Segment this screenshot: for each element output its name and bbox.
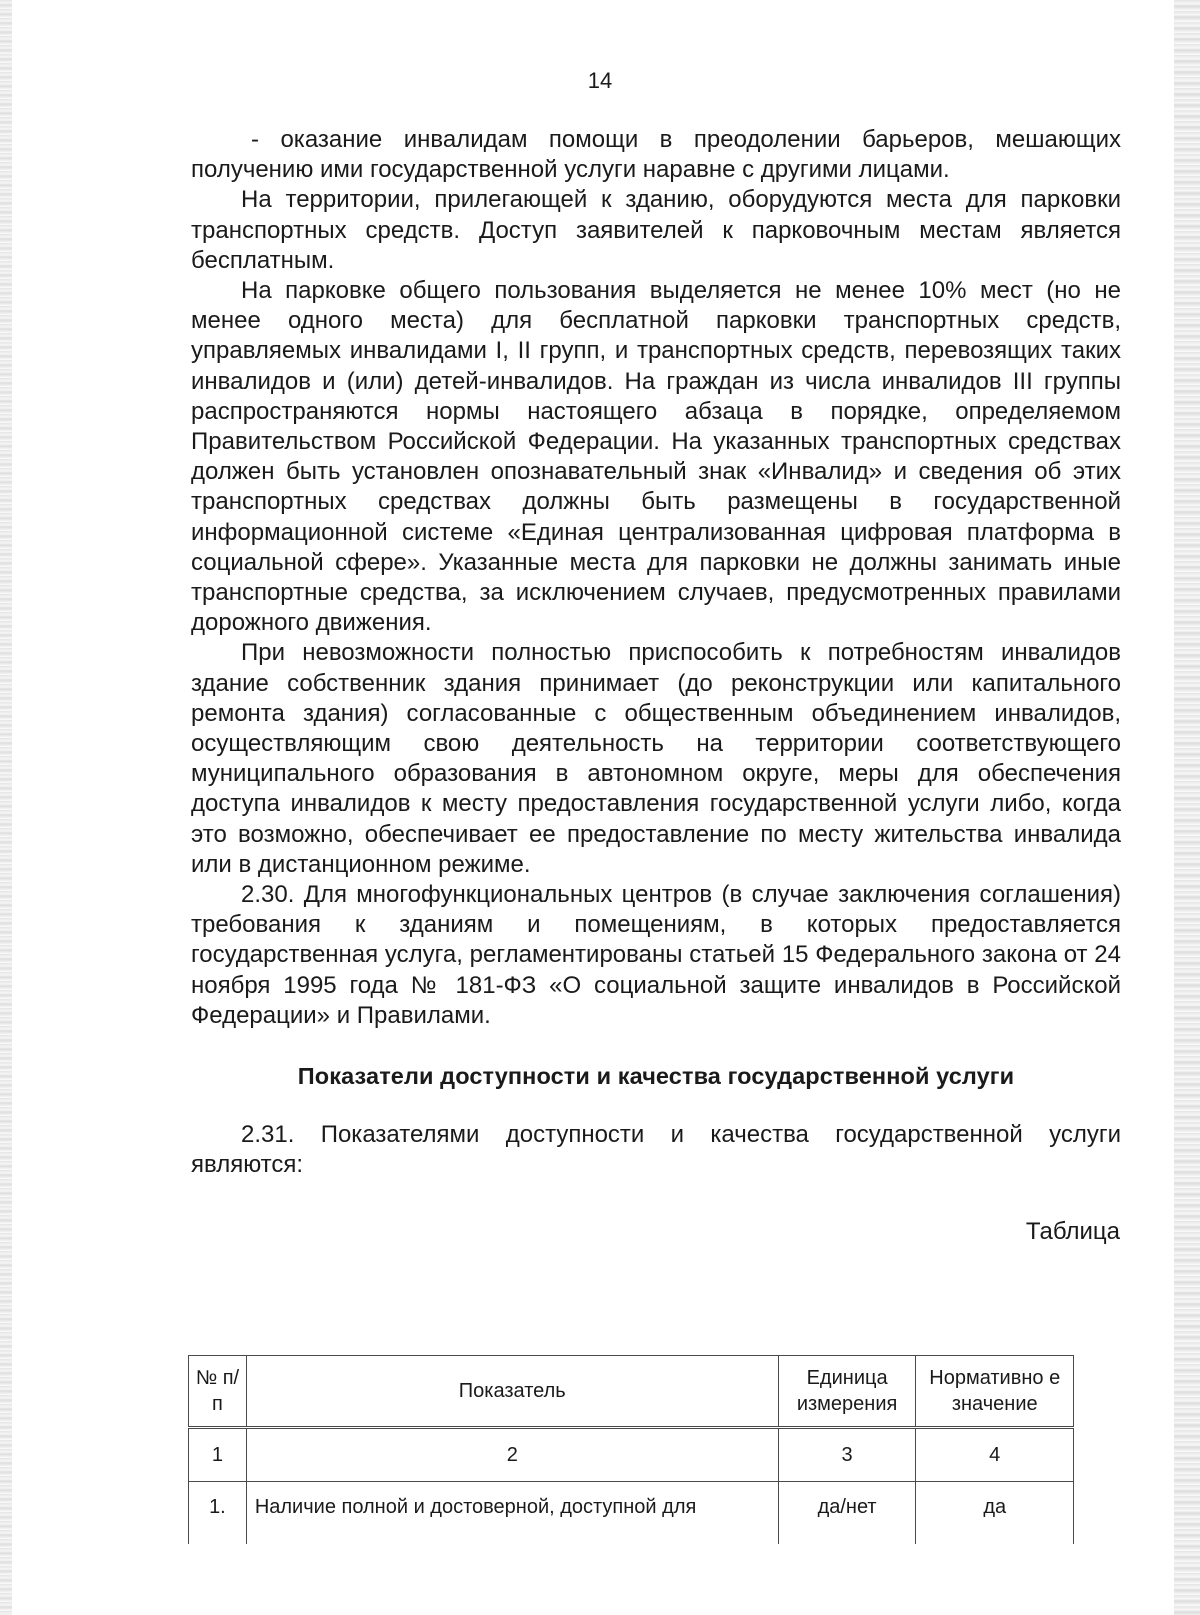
header-unit: Единица измерения <box>778 1356 916 1428</box>
paragraph-barrier-assistance: - оказание инвалидам помощи в преодолении барьеров, мешающих получению ими государственной услуги наравне с другими лицами. <box>191 126 1121 184</box>
column-number-4: 4 <box>916 1428 1074 1482</box>
table-caption: Таблица <box>1025 1217 1120 1245</box>
row-unit: да/нет <box>778 1482 916 1545</box>
page-number: 14 <box>587 68 613 93</box>
paragraph-building-adaptation: При невозможности полностью приспособить к потребностям инвалидов здание собственник здания принимает (до реконструкции или капитального ремонта здания) согласованные с общественным объединением инвалидов, осуществляющим свою деятельность на территории соответствующего муниципального образования в автономном округе, меры для обеспечения доступа инвалидов к месту предоставления государственной услуги либо, когда это возможно, обеспечивает ее предоставление по месту жительства инвалида или в дистанционном режиме. <box>191 639 1121 878</box>
indicators-table <box>188 1355 1074 1544</box>
column-number-3: 3 <box>778 1428 916 1482</box>
table-row <box>189 1482 1074 1545</box>
document-body <box>191 125 1121 1246</box>
scan-left-edge <box>0 0 12 1615</box>
header-num: № п/п <box>189 1356 247 1428</box>
table-header-row <box>189 1356 1074 1428</box>
scan-right-edge <box>1174 0 1200 1615</box>
row-norm: да <box>916 1482 1074 1545</box>
paragraph-2-30: 2.30. Для многофункциональных центров (в случае заключения соглашения) требования к зданиям и помещениям, в которых предоставляется государственная услуга, регламентированы статьей 15 Федерального закона от 24 ноября 1995 года № 181-ФЗ «О социальной защите инвалидов в Российской Федерации» и Правилами. <box>191 881 1121 1029</box>
section-heading: Показатели доступности и качества государственной услуги <box>297 1063 1015 1090</box>
row-num: 1. <box>189 1482 247 1545</box>
paragraph-2-31: 2.31. Показателями доступности и качества государственной услуги являются: <box>191 1121 1121 1179</box>
row-name: Наличие полной и достоверной, доступной для <box>246 1482 778 1545</box>
table-column-numbers-row <box>189 1428 1074 1482</box>
paragraph-parking-territory: На территории, прилегающей к зданию, оборудуются места для парковки транспортных средств. Доступ заявителей к парковочным местам является бесплатным. <box>191 186 1121 274</box>
column-number-1: 1 <box>189 1428 247 1482</box>
header-name: Показатель <box>246 1356 778 1428</box>
paragraph-parking-disabled: На парковке общего пользования выделяется не менее 10% мест (но не менее одного места) для бесплатной парковки транспортных средств, управляемых инвалидами I, II групп, и транспортных средств, перевозящих таких инвалидов и (или) детей-инвалидов. На граждан из числа инвалидов III группы распространяются нормы настоящего абзаца в порядке, определяемом Правительством Российской Федерации. На указанных транспортных средствах должен быть установлен опознавательный знак «Инвалид» и сведения об этих транспортных средствах должны быть размещены в государственной информационной системе «Единая централизованная цифровая платформа в социальной сфере». Указанные места для парковки не должны занимать иные транспортные средства, за исключением случаев, предусмотренных правилами дорожного движения. <box>191 277 1121 637</box>
header-norm: Нормативно е значение <box>916 1356 1074 1428</box>
column-number-2: 2 <box>246 1428 778 1482</box>
